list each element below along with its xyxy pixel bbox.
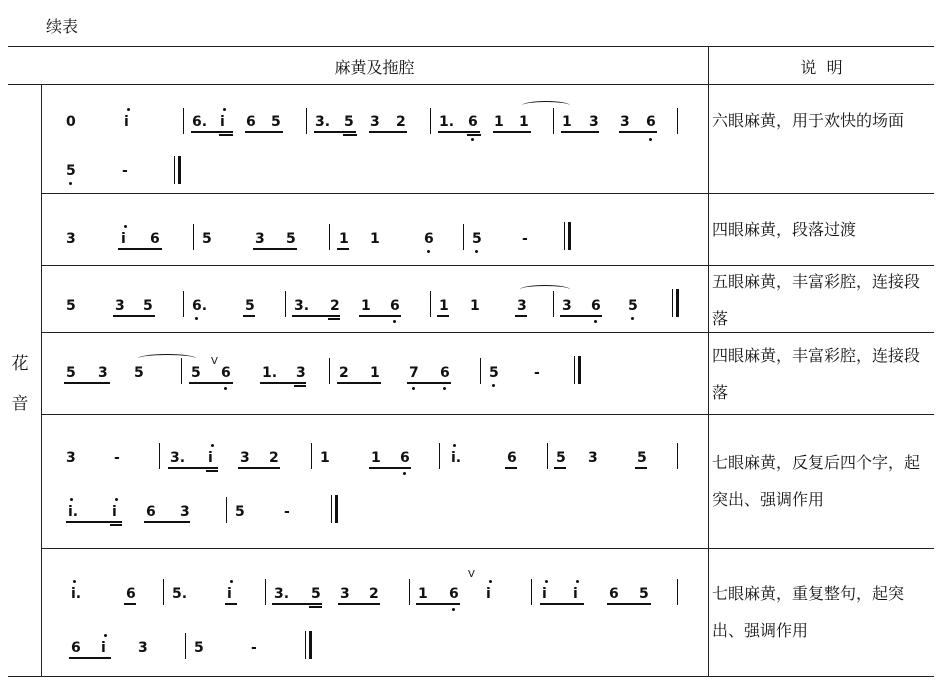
underline — [493, 131, 531, 133]
underline — [64, 382, 110, 384]
underline — [189, 382, 233, 384]
note: - — [534, 365, 540, 381]
barline — [183, 291, 184, 317]
octave-dot — [489, 580, 492, 583]
note: 3 — [138, 640, 148, 656]
barline — [564, 222, 565, 250]
note: 1. — [439, 114, 455, 130]
octave-dot — [443, 387, 446, 390]
note: 1 — [418, 586, 428, 602]
underline — [359, 315, 401, 317]
note: 6 — [221, 365, 231, 381]
note: 3. — [315, 114, 331, 130]
barline — [574, 356, 575, 384]
note: 3 — [240, 450, 250, 466]
note: i. — [451, 450, 462, 466]
note: 6 — [150, 231, 160, 247]
note: 3 — [98, 365, 108, 381]
underline — [437, 315, 449, 317]
underline — [337, 382, 381, 384]
note: 6. — [192, 298, 208, 314]
underline — [253, 248, 297, 250]
octave-dot — [393, 320, 396, 323]
underline — [369, 131, 407, 133]
underline — [328, 318, 340, 320]
barline — [265, 579, 266, 605]
barline — [329, 224, 330, 250]
underline — [607, 603, 651, 605]
barline — [430, 291, 431, 317]
note: 3 — [255, 231, 265, 247]
note: 3. — [274, 586, 290, 602]
barline — [159, 443, 160, 469]
note: 6 — [468, 114, 478, 130]
octave-dot — [224, 387, 227, 390]
underline — [540, 603, 584, 605]
note: 5 — [143, 298, 153, 314]
note: 6 — [449, 586, 459, 602]
octave-dot — [471, 138, 474, 141]
note: 7 — [409, 365, 419, 381]
octave-dot — [223, 108, 226, 111]
note: 5 — [472, 231, 482, 247]
barline — [480, 358, 481, 384]
octave-dot — [70, 498, 73, 501]
note: 5 — [134, 365, 144, 381]
note: 6. — [192, 114, 208, 130]
note: 6 — [507, 450, 517, 466]
underline — [260, 382, 306, 384]
octave-dot — [453, 444, 456, 447]
note: 3 — [562, 298, 572, 314]
note: 2 — [369, 586, 379, 602]
note: 2 — [330, 298, 340, 314]
underline — [243, 315, 255, 317]
note: 5 — [311, 586, 321, 602]
barline — [285, 291, 286, 317]
underline — [245, 131, 283, 133]
tie-arc — [138, 354, 196, 363]
underline — [118, 248, 162, 250]
note: i. — [68, 504, 79, 520]
octave-dot — [403, 472, 406, 475]
barline — [677, 108, 678, 134]
note: - — [284, 504, 290, 520]
underline — [314, 131, 356, 133]
underline — [294, 385, 306, 387]
note: 3 — [66, 450, 76, 466]
underline — [144, 521, 190, 523]
underline — [191, 131, 233, 133]
note: 2 — [269, 450, 279, 466]
row-description: 六眼麻黄，用于欢快的场面 — [712, 111, 905, 130]
note: 3 — [620, 114, 630, 130]
row-description: 七眼麻黄，重复整句，起突出、强调作用 — [712, 584, 905, 640]
underline — [110, 524, 122, 526]
final-barline — [568, 222, 571, 250]
underline — [225, 603, 237, 605]
note: 6 — [400, 450, 410, 466]
barline — [226, 497, 227, 523]
note: 3 — [66, 231, 76, 247]
underline — [238, 467, 280, 469]
row-description: 七眼麻黄，反复后四个字，起突出、强调作用 — [712, 453, 921, 509]
note: 6 — [126, 586, 136, 602]
note: 1 — [519, 114, 529, 130]
breath-mark: V — [468, 569, 475, 580]
octave-dot — [124, 225, 127, 228]
underline — [343, 134, 357, 136]
octave-dot — [594, 320, 597, 323]
note: 6 — [390, 298, 400, 314]
underline — [124, 603, 136, 605]
breath-mark: V — [211, 356, 218, 367]
final-barline — [676, 289, 679, 317]
column-header-main: 麻黄及拖腔 — [334, 58, 415, 77]
barline — [463, 224, 464, 250]
note: 3 — [589, 114, 599, 130]
octave-dot — [115, 498, 118, 501]
note: 3. — [294, 298, 310, 314]
row-description: 四眼麻黄，丰富彩腔，连接段落 — [712, 346, 921, 402]
note: 1. — [262, 365, 278, 381]
note: i — [486, 586, 491, 602]
underline — [369, 467, 411, 469]
barline — [677, 579, 678, 605]
note: i — [220, 114, 225, 130]
note: 5 — [628, 298, 638, 314]
barline — [547, 443, 548, 469]
note: 6 — [424, 231, 434, 247]
note: i — [573, 586, 578, 602]
octave-dot — [452, 608, 455, 611]
octave-dot — [475, 250, 478, 253]
note: 3 — [296, 365, 306, 381]
note: 1 — [370, 231, 380, 247]
underline — [554, 467, 566, 469]
octave-dot — [230, 580, 233, 583]
underline — [309, 606, 322, 608]
note: 6 — [646, 114, 656, 130]
underline — [416, 603, 460, 605]
note: 1 — [370, 365, 380, 381]
octave-dot — [492, 384, 495, 387]
note: 5 — [66, 365, 76, 381]
note: 5 — [66, 298, 76, 314]
note: 5. — [172, 586, 188, 602]
underline — [113, 315, 155, 317]
row-description: 四眼麻黄，段落过渡 — [712, 220, 857, 239]
note: 5 — [286, 231, 296, 247]
octave-dot — [545, 580, 548, 583]
note: i — [112, 504, 117, 520]
note: 1 — [371, 450, 381, 466]
note: i — [121, 231, 126, 247]
note: 5 — [344, 114, 354, 130]
octave-dot — [104, 634, 107, 637]
underline — [206, 470, 218, 472]
note: 3. — [170, 450, 186, 466]
tie-arc — [522, 101, 570, 110]
barline — [677, 443, 678, 469]
barline — [305, 631, 306, 659]
note: 0 — [66, 114, 76, 130]
note: - — [122, 163, 128, 179]
section-label-char: 音 — [11, 394, 29, 414]
barline — [174, 156, 175, 184]
underline — [337, 248, 349, 250]
note: 1 — [361, 298, 371, 314]
octave-dot — [412, 387, 415, 390]
note: i — [124, 114, 129, 130]
barline — [163, 579, 164, 605]
note: 1 — [494, 114, 504, 130]
barline — [430, 108, 431, 134]
note: - — [251, 640, 257, 656]
column-header-note: 说 明 — [800, 58, 843, 77]
underline — [338, 603, 380, 605]
underline — [219, 134, 233, 136]
note: 5 — [191, 365, 201, 381]
underline — [505, 467, 517, 469]
note: 5 — [235, 504, 245, 520]
underline — [272, 603, 322, 605]
underline — [69, 657, 111, 659]
note: 5 — [639, 586, 649, 602]
note: 1 — [320, 450, 330, 466]
note: 3 — [588, 450, 598, 466]
note: 2 — [396, 114, 406, 130]
note: 3 — [370, 114, 380, 130]
note: 5 — [637, 450, 647, 466]
note: 5 — [202, 231, 212, 247]
barline — [331, 495, 332, 523]
octave-dot — [211, 444, 214, 447]
note: 5 — [194, 640, 204, 656]
octave-dot — [576, 580, 579, 583]
underline — [561, 131, 599, 133]
barline — [439, 443, 440, 469]
note: 6 — [146, 504, 156, 520]
octave-dot — [195, 317, 198, 320]
final-barline — [578, 356, 581, 384]
note: i — [101, 640, 106, 656]
barline — [531, 579, 532, 605]
octave-dot — [73, 580, 76, 583]
final-barline — [335, 495, 338, 523]
note: 6 — [591, 298, 601, 314]
final-barline — [309, 631, 312, 659]
octave-dot — [631, 317, 634, 320]
octave-dot — [649, 138, 652, 141]
note: 5 — [271, 114, 281, 130]
barline — [193, 224, 194, 250]
note: i — [542, 586, 547, 602]
underline — [292, 315, 340, 317]
note: 5 — [66, 163, 76, 179]
underline — [66, 521, 122, 523]
underline — [438, 131, 480, 133]
note: 6 — [246, 114, 256, 130]
barline — [672, 289, 673, 317]
section-label-char: 花 — [11, 354, 29, 374]
tie-arc — [520, 285, 570, 294]
note: i — [227, 586, 232, 602]
note: 1 — [562, 114, 572, 130]
underline — [560, 315, 602, 317]
barline — [181, 358, 182, 384]
octave-dot — [127, 108, 130, 111]
final-barline — [178, 156, 181, 184]
note: 6 — [440, 365, 450, 381]
note: 3 — [180, 504, 190, 520]
note: - — [522, 231, 528, 247]
table-caption: 续表 — [46, 17, 79, 36]
note: 2 — [339, 365, 349, 381]
note: 5 — [489, 365, 499, 381]
underline — [467, 134, 481, 136]
barline — [329, 358, 330, 384]
row-description: 五眼麻黄，丰富彩腔，连接段落 — [712, 272, 921, 328]
note: - — [114, 450, 120, 466]
note: 3 — [517, 298, 527, 314]
note: 3 — [115, 298, 125, 314]
note: 6 — [71, 640, 81, 656]
note: 3 — [340, 586, 350, 602]
underline — [619, 131, 657, 133]
barline — [409, 579, 410, 605]
note: 1 — [470, 298, 480, 314]
underline — [407, 382, 451, 384]
note: i — [208, 450, 213, 466]
underline — [168, 467, 218, 469]
barline — [183, 108, 184, 134]
barline — [311, 443, 312, 469]
octave-dot — [69, 182, 72, 185]
note: 5 — [245, 298, 255, 314]
barline — [306, 108, 307, 134]
note: 1 — [339, 231, 349, 247]
note: 5 — [556, 450, 566, 466]
octave-dot — [427, 250, 430, 253]
note: i. — [71, 586, 82, 602]
barline — [553, 291, 554, 317]
barline — [553, 108, 554, 134]
note: 1 — [439, 298, 449, 314]
note: 6 — [609, 586, 619, 602]
underline — [635, 467, 647, 469]
underline — [515, 315, 527, 317]
barline — [185, 633, 186, 659]
